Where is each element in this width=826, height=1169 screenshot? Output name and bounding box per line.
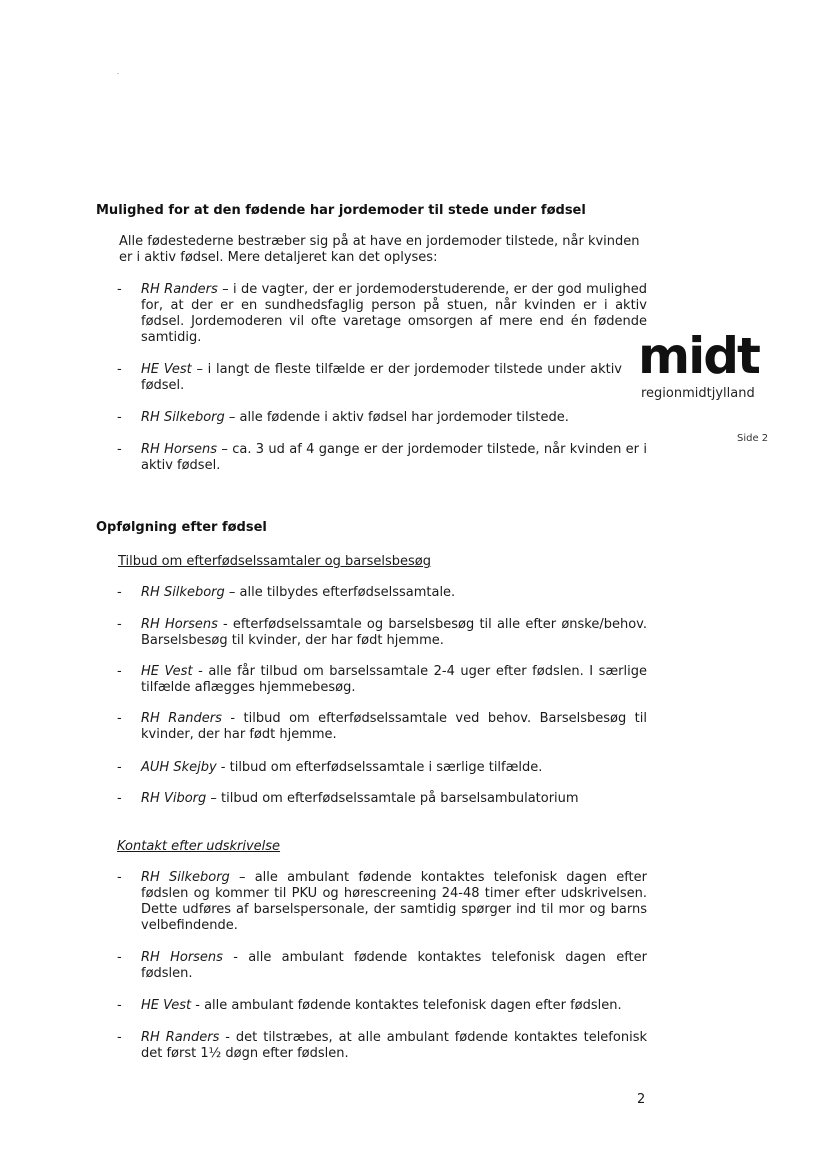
- section-heading-opfoelgning: Opfølgning efter fødsel: [96, 520, 267, 535]
- intro-paragraph: Alle fødestederne bestræber sig på at have en jordemoder tilstede, når kvinden er i aktiv fødsel. Mere detaljeret kan det oplyses:: [119, 234, 640, 265]
- subheading-kontakt: Kontakt efter udskrivelse: [117, 839, 281, 854]
- scan-speck: [117, 73, 119, 74]
- page-number: 2: [637, 1092, 646, 1107]
- subheading-tilbud: Tilbud om efterfødselssamtaler og barselsbesøg: [118, 554, 431, 569]
- region-midt-logo: midt: [638, 327, 759, 385]
- region-logo-subtitle: regionmidtjylland: [641, 386, 755, 401]
- section-heading-jordemoder: Mulighed for at den fødende har jordemoder til stede under fødsel: [96, 203, 586, 218]
- side-label: Side 2: [737, 433, 769, 444]
